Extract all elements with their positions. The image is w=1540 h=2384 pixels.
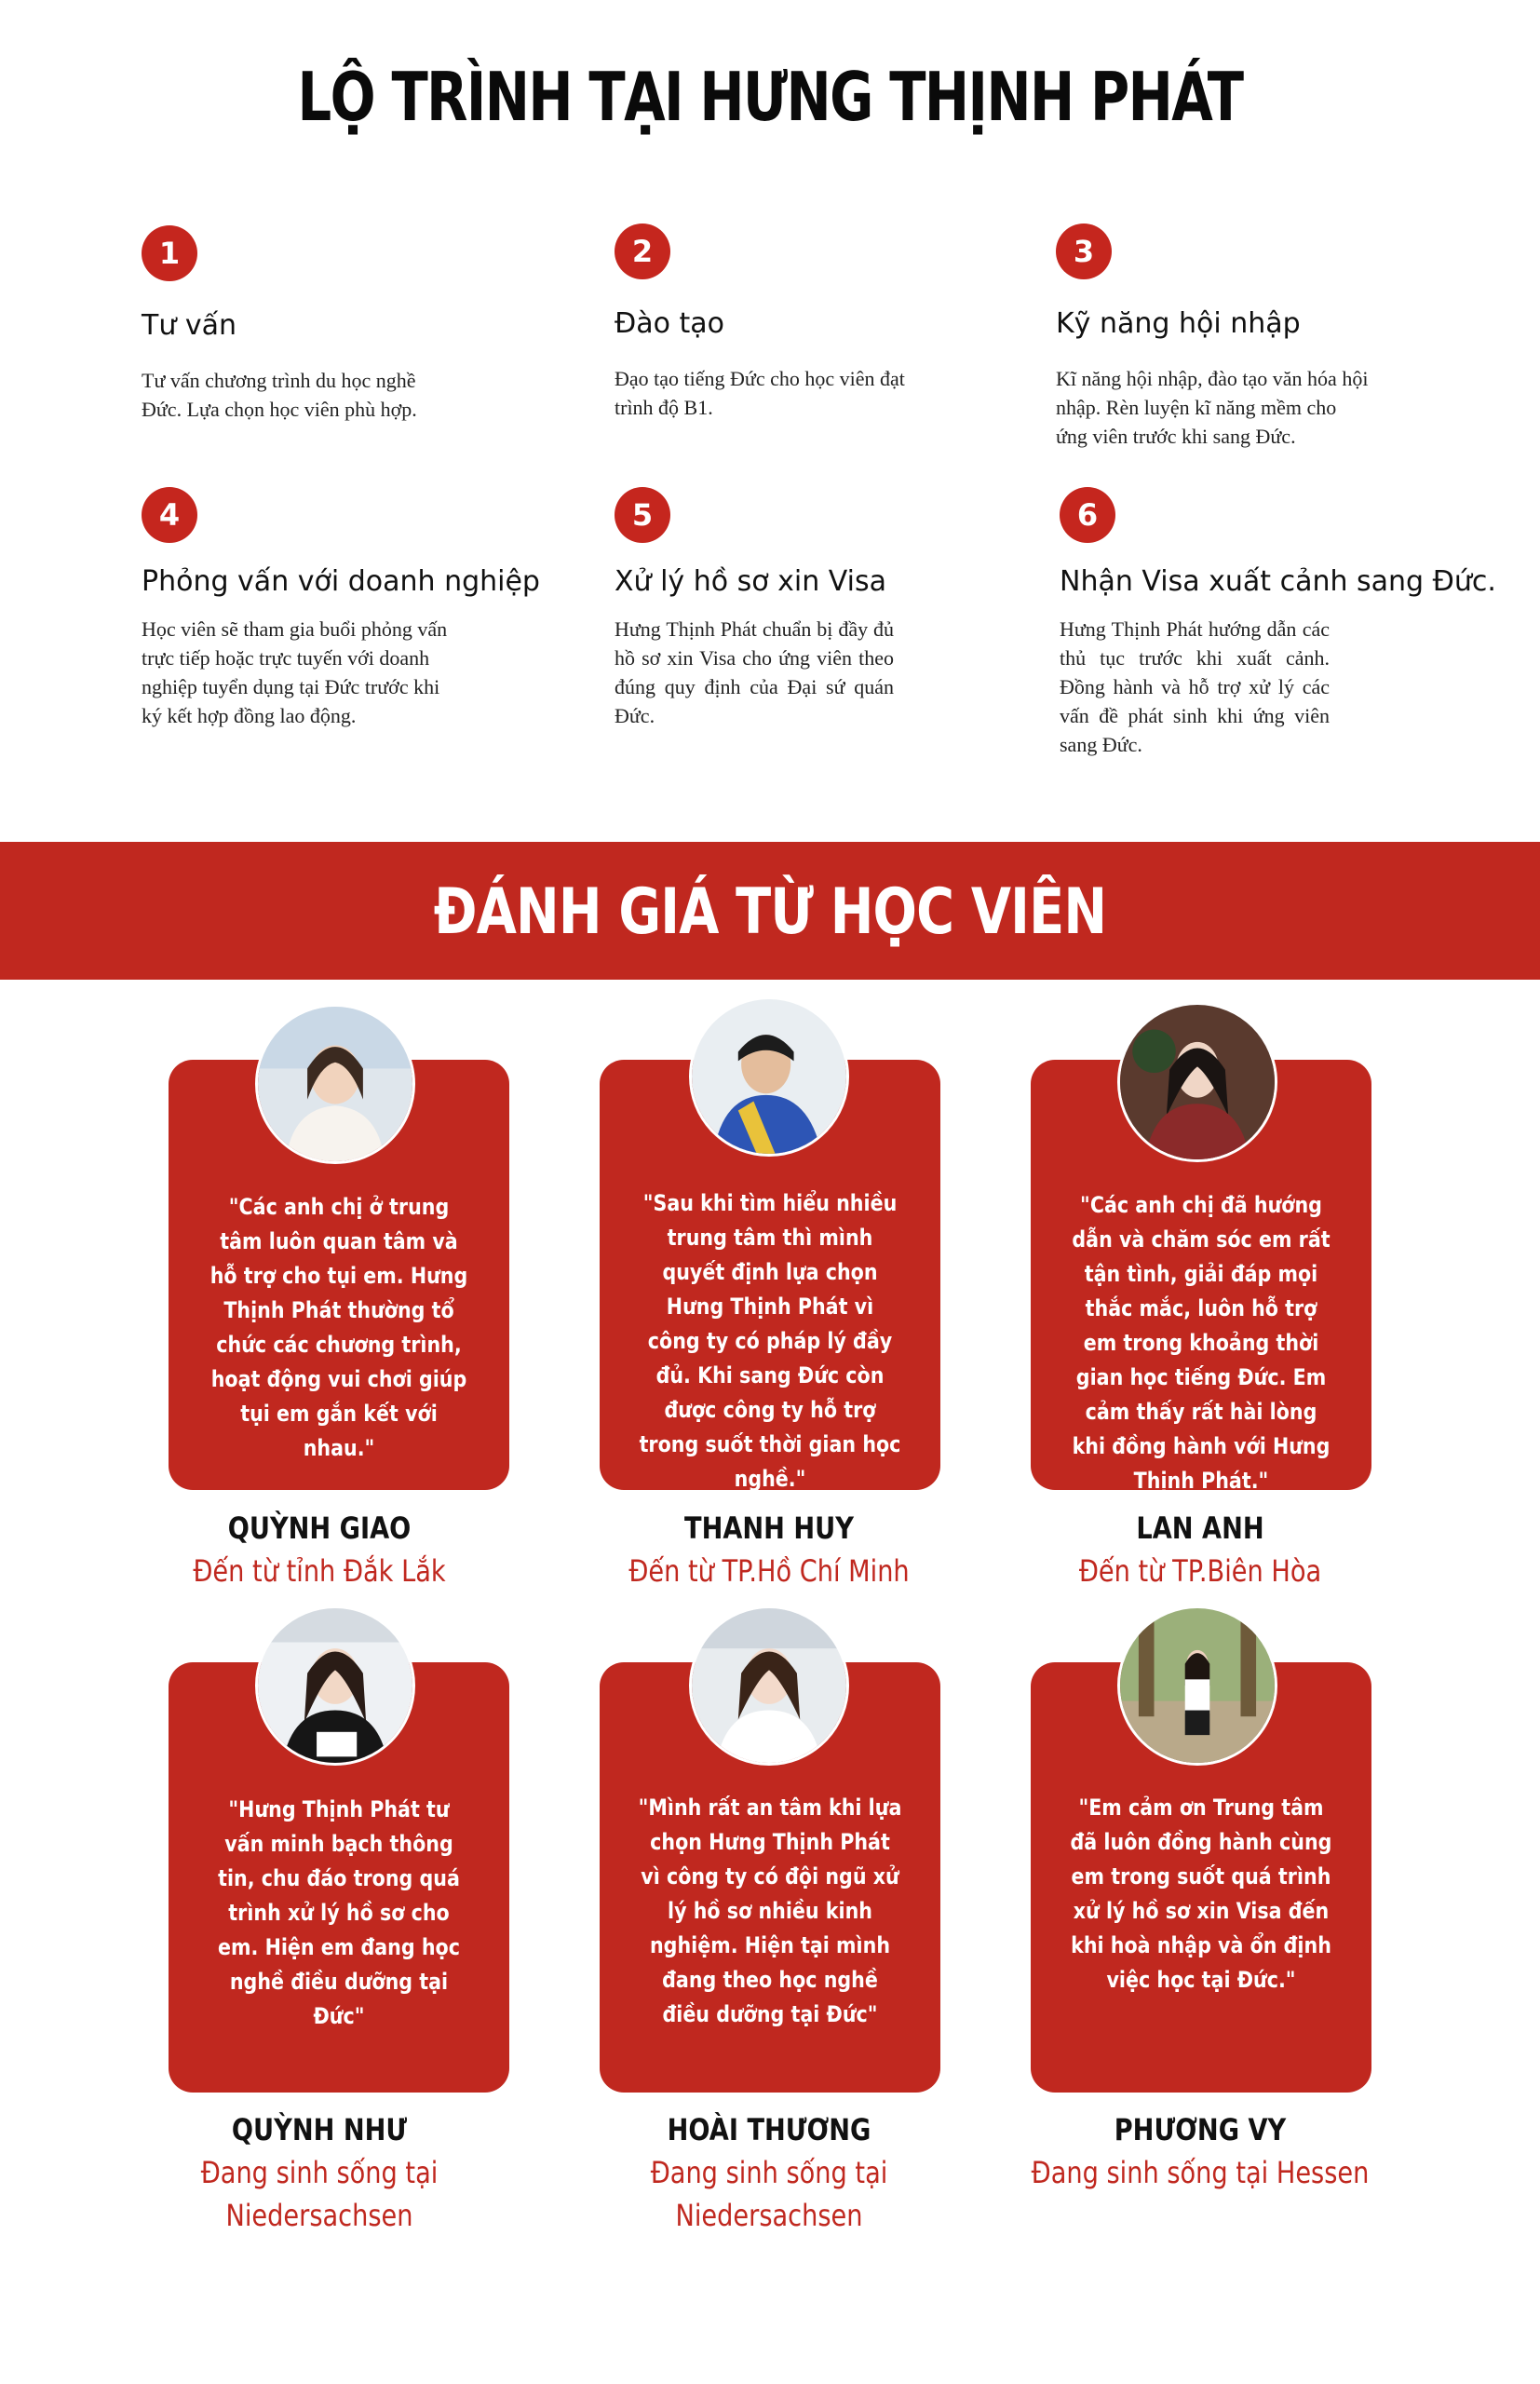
avatar-photo [689, 996, 849, 1157]
student-name: PHƯƠNG VY [1114, 2112, 1287, 2147]
step-number-badge: 1 [142, 225, 197, 281]
student-origin: Đến từ TP.Biên Hòa [1078, 1553, 1322, 1589]
step-title: Tư vấn [142, 309, 237, 342]
reviews-banner [0, 842, 1540, 980]
page-title: LỘ TRÌNH TẠI HƯNG THỊNH PHÁT [297, 58, 1243, 136]
student-origin: Đang sinh sống tại Niedersachsen [200, 2155, 439, 2233]
step-title: Nhận Visa xuất cảnh sang Đức. [1060, 565, 1496, 598]
step-title: Phỏng vấn với doanh nghiệp [142, 565, 540, 598]
step-number-badge: 4 [142, 487, 197, 543]
review-quote: "Em cảm ơn Trung tâm đã luôn đồng hành cùng em trong suốt quá trình xử lý hồ sơ xin Visa đến khi hoà nhập và ổn định việc học tại Đức." [1070, 1795, 1332, 1993]
step-description: Kĩ năng hội nhập, đào tạo văn hóa hội nhập. Rèn luyện kĩ năng mềm cho ứng viên trước khi sang Đức. [1056, 367, 1369, 448]
avatar-photo [255, 1004, 415, 1164]
review-quote: "Các anh chị đã hướng dẫn và chăm sóc em rất tận tình, giải đáp mọi thắc mắc, luôn hỗ trợ em trong khoảng thời gian học tiếng Đức. Em cảm thấy rất hài lòng khi đồng hành với Hưng Thịnh Phát." [1072, 1192, 1331, 1494]
review-quote: "Các anh chị ở trung tâm luôn quan tâm và hỗ trợ cho tụi em. Hưng Thịnh Phát thường tổ chức các chương trình, hoạt động vui chơi giúp tụi em gắn kết với nhau." [209, 1194, 468, 1461]
student-name: HOÀI THƯƠNG [667, 2112, 871, 2147]
review-quote: "Sau khi tìm hiểu nhiều trung tâm thì mình quyết định lựa chọn Hưng Thịnh Phát vì công ty có pháp lý đầy đủ. Khi sang Đức còn được công ty hỗ trợ trong suốt thời gian học nghề." [639, 1190, 901, 1492]
student-name: THANH HUY [684, 1510, 854, 1546]
reviews-title: ĐÁNH GIÁ TỪ HỌC VIÊN [433, 875, 1107, 949]
step-description: Đạo tạo tiếng Đức cho học viên đạt trình độ B1. [615, 367, 905, 419]
step-title: Xử lý hồ sơ xin Visa [615, 565, 887, 598]
step-3 [1056, 224, 1540, 451]
student-name: QUỲNH GIAO [227, 1510, 412, 1546]
step-description: Học viên sẽ tham gia buổi phỏng vấn trực tiếp hoặc trực tuyến với doanh nghiệp tuyển dụng tại Đức trước khi ký kết hợp đồng lao động. [142, 617, 448, 727]
student-name: QUỲNH NHƯ [231, 2112, 408, 2147]
step-number-badge: 6 [1060, 487, 1115, 543]
step-2 [615, 224, 1099, 422]
step-number-badge: 3 [1056, 224, 1112, 279]
step-description: Tư vấn chương trình du học nghề Đức. Lựa chọn học viên phù hợp. [142, 369, 417, 421]
avatar-photo [689, 1605, 849, 1766]
step-number-badge: 5 [615, 487, 670, 543]
step-title: Kỹ năng hội nhập [1056, 307, 1301, 340]
avatar-photo [255, 1605, 415, 1766]
step-4 [142, 487, 626, 730]
step-1 [142, 225, 626, 424]
avatar-photo [1117, 1002, 1277, 1162]
step-6 [1060, 487, 1540, 759]
student-origin: Đến từ tỉnh Đắk Lắk [193, 1553, 446, 1589]
step-number-badge: 2 [615, 224, 670, 279]
student-origin: Đang sinh sống tại Niedersachsen [650, 2155, 888, 2233]
avatar-photo [1117, 1605, 1277, 1766]
review-quote: "Mình rất an tâm khi lựa chọn Hưng Thịnh Phát vì công ty có đội ngũ xử lý hồ sơ nhiều kinh nghiệm. Hiện tại mình đang theo học nghề điều dưỡng tại Đức" [638, 1795, 902, 2027]
student-origin: Đang sinh sống tại Hessen [1031, 2155, 1370, 2190]
step-5 [615, 487, 1099, 730]
step-description: Hưng Thịnh Phát chuẩn bị đầy đủ hồ sơ xin Visa cho ứng viên theo đúng quy định của Đại sứ quán Đức. [615, 617, 894, 727]
step-description: Hưng Thịnh Phát hướng dẫn các thủ tục trước khi xuất cảnh. Đồng hành và hỗ trợ xử lý các vấn đề phát sinh khi ứng viên sang Đức. [1060, 617, 1330, 756]
student-name: LAN ANH [1136, 1510, 1264, 1546]
step-title: Đào tạo [615, 307, 725, 340]
student-origin: Đến từ TP.Hồ Chí Minh [628, 1553, 910, 1589]
review-quote: "Hưng Thịnh Phát tư vấn minh bạch thông tin, chu đáo trong quá trình xử lý hồ sơ cho em. Hiện em đang học nghề điều dưỡng tại Đức" [218, 1796, 460, 2029]
